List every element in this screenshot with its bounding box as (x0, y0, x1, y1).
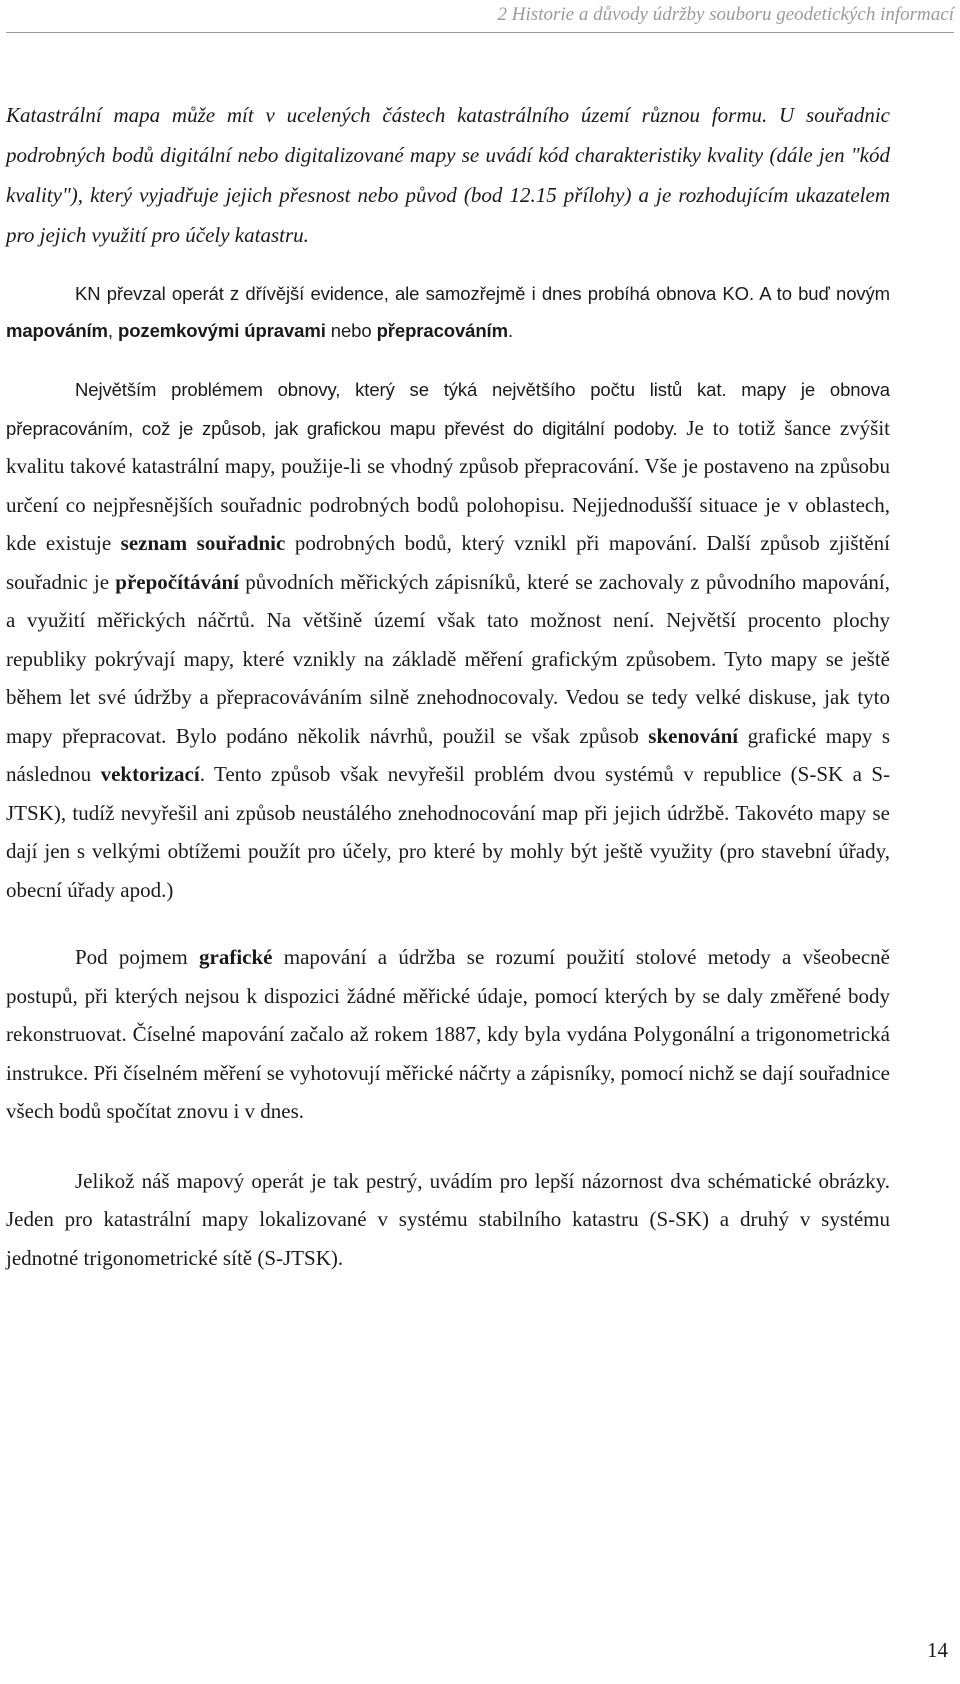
paragraph-graphic-mapping: Pod pojmem grafické mapování a údržba se rozumí použití stolové metody a všeobecně postupů, při kterých nejsou k dispozici žádné měřické údaje, pomocí kterých by se daly změřené body rekonstruovat. Číselné mapování začalo až rokem 1887, kdy byla vydána Polygonální a trigonometrická instrukce. Při číselném měření se vyhotovují měřické náčrty a zápisníky, pomocí nichž se dají souřadnice všech bodů spočítat znovu i v dnes. (6, 945, 890, 1123)
paragraph-renewal-problems: Největším problémem obnovy, který se týká největšího počtu listů kat. mapy je obnova přepracováním, což je způsob, jak grafickou mapu převést do digitální podoby. Je to totiž šance zvýšit kvalitu takové katastrální mapy, použije-li se vhodný způsob přepracování. Vše je postaveno na způsobu určení co nejpřesnějších souřadnic podrobných bodů polohopisu. Nejjednodušší situace je v oblastech, kde existuje seznam souřadnic podrobných bodů, který vznikl při mapování. Další způsob zjištění souřadnic je přepočítávání původních měřických zápisníků, které se zachovaly z původního mapování, a využití měřických náčrtů. Na většině území však tato možnost není. Největší procento plochy republiky pokrývají mapy, které vznikly na základě měření grafickým způsobem. Tyto mapy se ještě během let své údržby a přepracováváním silně znehodnocovaly. Vedou se tedy velké diskuse, jak tyto mapy přepracovat. Bylo podáno několik návrhů, použil se však způsob skenování grafické mapy s následnou vektorizací. Tento způsob však nevyřešil problém dvou systémů v republice (S-SK a S-JTSK), tudíž nevyřešil ani způsob neustálého znehodnocování map při jejich údržbě. Takovéto mapy se dají jen s velkými obtížemi použít pro účely, pro které by mohly být ještě využity (pro stavební úřady, obecní úřady apod.) (6, 379, 891, 902)
paragraph-schematic-images: Jelikož náš mapový operát je tak pestrý, uvádím pro lepší názornost dva schématické obrázky. Jeden pro katastrální mapy lokalizované v systému stabilního katastru (S-SK) a druhý v systému jednotné trigonometrické sítě (S-JTSK). (6, 1168, 890, 1270)
term-prepocitavani: přepočítávání (115, 569, 239, 594)
term-graficke: grafické (199, 945, 273, 969)
term-vektorizace: vektorizací (100, 762, 200, 786)
term-prepracovani: přepracováním (376, 320, 508, 341)
term-seznam-souradnic: seznam souřadnic (120, 531, 286, 555)
page-body (6, 95, 890, 1277)
term-skenovani: skenování (648, 723, 739, 748)
running-header: 2 Historie a důvody údržby souboru geodetických informací (6, 2, 954, 33)
term-pozemkove-upravy: pozemkovými úpravami (118, 320, 326, 341)
paragraph-operat-renewal: KN převzal operát z dřívější evidence, ale samozřejmě i dnes probíhá obnova KO. A to buď novým mapováním, pozemkovými úpravami nebo přepracováním. (6, 283, 890, 341)
term-mapovani: mapováním (6, 320, 108, 341)
page-number: 14 (927, 1638, 948, 1662)
paragraph-map-forms: Katastrální mapa může mít v ucelených částech katastrálního území různou formu. U souřadnic podrobných bodů digitální nebo digitalizované mapy se uvádí kód charakteristiky kvality (dále jen "kód kvality"), který vyjadřuje jejich přesnost nebo původ (bod 12.15 přílohy) a je rozhodujícím ukazatelem pro jejich využití pro účely katastru. (6, 103, 890, 247)
